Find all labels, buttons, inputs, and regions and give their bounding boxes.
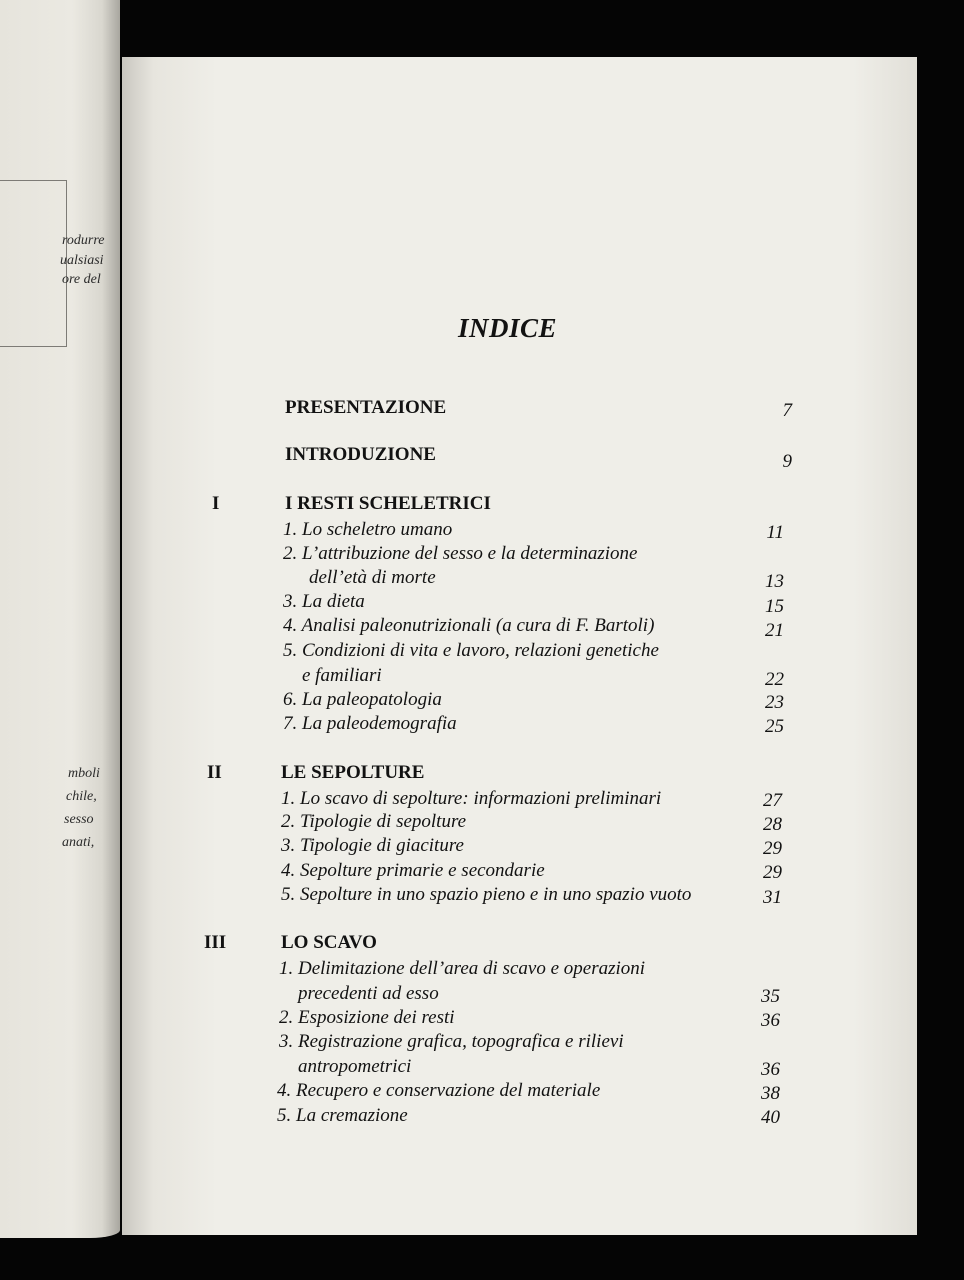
toc-entry-page: 27 [763,790,782,811]
toc-entry-page: 28 [763,814,782,835]
left-page-fragment: mboli [68,766,100,781]
toc-entry-line: 2. Esposizione dei resti [279,1007,455,1028]
toc-entry-line: precedenti ad esso [298,983,439,1004]
chapter-title: I RESTI SCHELETRICI [285,493,491,514]
chapter-numeral: II [207,762,222,783]
left-page-fragment: ualsiasi [60,253,104,268]
toc-entry-line: 5. Sepolture in uno spazio pieno e in uno spazio vuoto [281,884,692,905]
chapter-title: LO SCAVO [281,932,377,953]
toc-entry-line: 3. La dieta [283,591,365,612]
left-page-fragment: anati, [62,835,95,850]
toc-entry-page: 15 [765,596,784,617]
left-page-fragment: chile, [66,789,97,804]
toc-entry-page: 22 [765,669,784,690]
toc-entry-page: 36 [761,1059,780,1080]
toc-entry-page: 29 [763,838,782,859]
toc-entry-page: 40 [761,1107,780,1128]
toc-entry-line: 4. Sepolture primarie e secondarie [281,860,545,881]
toc-entry-line: 7. La paleodemografia [283,713,457,734]
left-page-text-box [0,180,67,347]
toc-front-page: 9 [782,451,792,472]
toc-entry-line: 1. Delimitazione dell’area di scavo e operazioni [279,958,646,979]
toc-entry-page: 25 [765,716,784,737]
toc-entry-page: 23 [765,692,784,713]
chapter-numeral: III [204,932,227,953]
toc-entry-line: 1. Lo scavo di sepolture: informazioni preliminari [281,788,662,809]
toc-entry-line: 1. Lo scheletro umano [283,519,453,540]
toc-entry-line: antropometrici [298,1056,412,1077]
toc-entry-line: e familiari [302,665,382,686]
toc-front-page: 7 [782,400,792,421]
toc-entry-line: 5. Condizioni di vita e lavoro, relazioni genetiche [283,640,659,661]
toc-entry-line: 4. Recupero e conservazione del materiale [277,1080,601,1101]
left-page-fragment: ore del [62,272,101,287]
left-page [0,0,120,1238]
toc-entry-page: 36 [761,1010,780,1031]
chapter-numeral: I [212,493,220,514]
toc-entry-line: 6. La paleopatologia [283,689,442,710]
toc-entry-page: 38 [761,1083,780,1104]
toc-entry-line: 2. L’attribuzione del sesso e la determinazione [283,543,638,564]
toc-entry-page: 29 [763,862,782,883]
toc-entry-line: 3. Registrazione grafica, topografica e rilievi [279,1031,624,1052]
toc-front-label: PRESENTAZIONE [285,397,447,418]
toc-entry-line: 4. Analisi paleonutrizionali (a cura di F. Bartoli) [283,615,655,636]
toc-entry-page: 13 [765,571,784,592]
toc-entry-line: 2. Tipologie di sepolture [281,811,467,832]
toc-entry-page: 31 [763,887,782,908]
page-title: INDICE [457,313,558,343]
left-page-fragment: sesso [64,812,94,827]
chapter-title: LE SEPOLTURE [281,762,425,783]
toc-entry-page: 35 [761,986,780,1007]
toc-entry-line: 5. La cremazione [277,1105,408,1126]
toc-front-label: INTRODUZIONE [285,444,436,465]
left-page-fragment: rodurre [62,233,105,248]
right-page [122,57,917,1235]
toc-entry-line: dell’età di morte [309,567,436,588]
toc-entry-line: 3. Tipologie di giaciture [281,835,464,856]
toc-entry-page: 21 [765,620,784,641]
toc-entry-page: 11 [766,522,784,543]
